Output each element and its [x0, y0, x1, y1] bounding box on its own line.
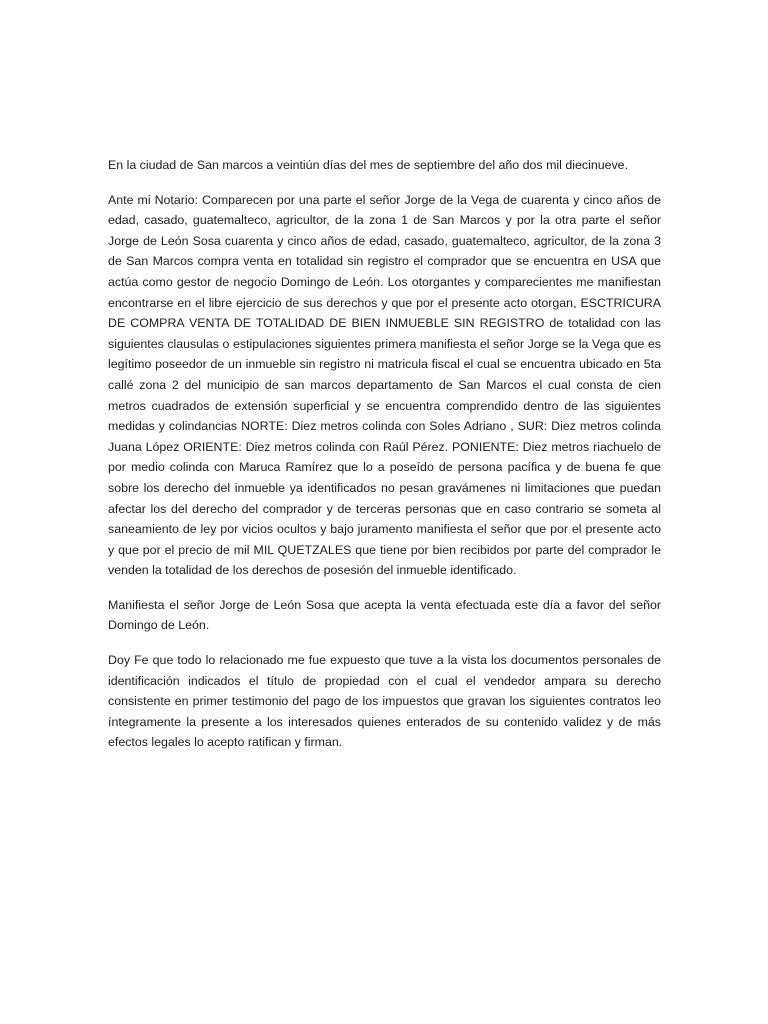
acceptance-paragraph: Manifiesta el señor Jorge de León Sosa que acepta la venta efectuada este día a favor del señor Domingo de León. [108, 597, 661, 633]
appearance-paragraph: Ante mi Notario: Comparecen por una parte el señor Jorge de la Vega de cuarenta y cinco años de edad, casado, guatemalteco, agricultor, de la zona 1 de San Marcos y por la otra parte el señor Jorge de León Sosa cuarenta y cinco años de edad, casado, guatemalteco, agricultor, de la zona 3 de San Marcos compra venta en totalidad sin registro el comprador que se encuentra en USA que actúa como gestor de negocio Domingo de León. Los otorgantes y comparecientes me manifiestan encontrarse en el libre ejercicio de sus derechos y que por el presente acto otorgan, ESCTRICURA DE COMPRA VENTA DE TOTALIDAD DE BIEN INMUEBLE SIN REGISTRO de totalidad con las siguientes clausulas o estipulaciones siguientes primera manifiesta el señor Jorge se la Vega que es legítimo poseedor de un inmueble sin registro ni matricula fiscal el cual se encuentra ubicado en 5ta callé zona 2 del municipio de san marcos departamento de San Marcos el cual consta de cien metros cuadrados de extensión superficial y se encuentra comprendido dentro de las siguientes medidas y colindancias NORTE: Diez metros colinda con Soles Adriano , SUR: Diez metros colinda Juana López ORIENTE: Diez metros colinda con Raúl Pérez. PONIENTE: Diez metros riachuelo de por medio colinda con Maruca Ramírez que lo a poseído de persona pacífica y de buena fe que sobre los derecho del inmueble ya identificados no pesan gravámenes ni limitaciones que puedan afectar los del derecho del comprador y de terceras personas que en caso contrario se someta al saneamiento de ley por vicios ocultos y bajo juramento manifiesta el señor que por el presente acto y que por el precio de mil MIL QUETZALES que tiene por bien recibidos por parte del comprador le venden la totalidad de los derechos de posesión del inmueble identificado. [108, 192, 661, 578]
date-paragraph: En la ciudad de San marcos a veintiún días del mes de septiembre del año dos mil diecinueve. [108, 158, 629, 172]
attestation-paragraph: Doy Fe que todo lo relacionado me fue expuesto que tuve a la vista los documentos personales de identificación indicados el título de propiedad con el cual el vendedor ampara su derecho consistente en primer testimonio del pago de los impuestos que gravan los siguientes contratos leo íntegramente la presente a los interesados quienes enterados de su contenido validez y de más efectos legales lo acepto ratifican y firman. [108, 653, 661, 750]
document-body [108, 155, 661, 767]
